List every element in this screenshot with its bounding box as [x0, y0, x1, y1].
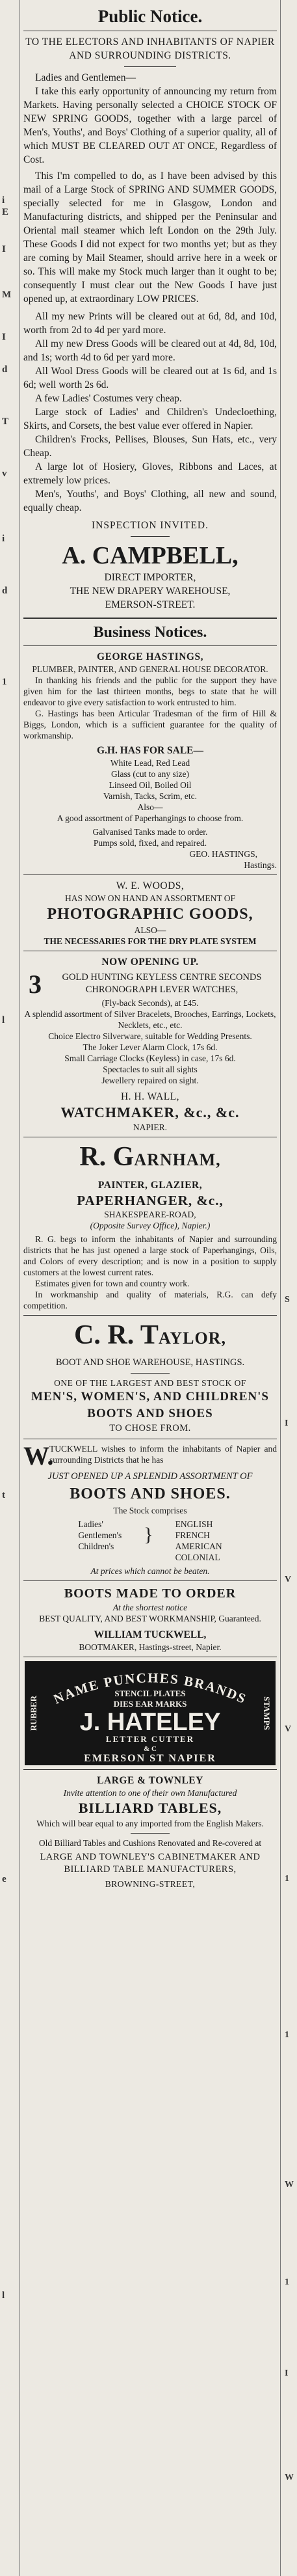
wall-trade: WATCHMAKER, &c., &c.: [60, 1104, 240, 1120]
taylor-line: MEN'S, WOMEN'S, AND CHILDREN'S BOOTS AND SHOES: [31, 1390, 269, 1420]
ad-column: [23, 0, 277, 2576]
tuckwell-ad: [23, 1443, 277, 1653]
garnham-trade: PAPERHANGER, &c.,: [77, 1193, 224, 1208]
wall-line: (Fly-back Seconds), at £45.: [101, 998, 199, 1008]
tuckwell-initial: W.: [23, 1441, 54, 1471]
margin-fragment: T: [2, 416, 9, 427]
stamp-line: STENCIL PLATES: [114, 1688, 186, 1698]
right-margin-fragments: [281, 0, 297, 2576]
margin-fragment: M: [2, 290, 12, 300]
wall-opening: NOW OPENING UP.: [101, 956, 199, 968]
stamp-side-text: STAMPS: [262, 1696, 272, 1730]
hastings-signature: Hastings.: [244, 860, 277, 870]
business-notices-heading: Business Notices.: [93, 624, 207, 641]
garnham-trade: PAINTER, GLAZIER,: [97, 1180, 203, 1191]
hastings-line: Galvanised Tanks made to order.: [92, 827, 208, 837]
wall-number: 3: [29, 969, 42, 999]
wall-line: Small Carriage Clocks (Keyless) in case, 17s 6d.: [64, 1053, 236, 1063]
taylor-line: ONE OF THE LARGEST AND BEST STOCK OF: [54, 1378, 246, 1388]
margin-fragment: v: [2, 468, 7, 479]
campbell-subline: DIRECT IMPORTER,: [104, 572, 196, 583]
divider: [23, 645, 277, 646]
divider: [23, 617, 277, 619]
garnham-rest: ARNHAM,: [134, 1150, 221, 1169]
tuckwell-left-item: Ladies': [78, 1519, 103, 1529]
hastings-paragraph: In thanking his friends and the public for the support they have given him for the last thirteen months, begs to state that he will endeavor to give every satisfaction to work entrusted to him.: [23, 675, 277, 707]
stamp-side-text: RUBBER: [29, 1695, 38, 1731]
wall-ad: [23, 955, 277, 1133]
public-notice-heading: Public Notice.: [97, 7, 203, 26]
notice-line: All my new Dress Goods will be cleared out at 4d, 8d, 10d, and 1s; worth 4d to 6d per yard more.: [23, 338, 277, 363]
notice-paragraph: This I'm compelled to do, as I have been advised by this mail of a Large Stock of SPRING AND SUMMER GOODS, specially selected for me in Glasgow, London and Manufacturing districts, and shipped per the Peninsular and Oriental mail steamer which left London on the 29th July. These Goods I did not expect for two months yet; but as they are coming by Mail Steamer, should arrive here in a week or so. This will make my Stock much larger than it ought to be; consequently I must clear out the New Goods I have just opened up, at extraordinary LOW PRICES.: [23, 170, 277, 305]
garnham-initial: R. G: [79, 1142, 135, 1172]
garnham-opposite: (Opposite Survey Office), Napier.): [90, 1221, 211, 1230]
wall-watches: [23, 971, 277, 997]
notice-salutation: Ladies and Gentlemen—: [35, 72, 136, 83]
woods-line: HAS NOW ON HAND AN ASSORTMENT OF: [65, 893, 235, 903]
campbell-notice: [23, 35, 277, 612]
short-divider: [131, 1833, 170, 1834]
stamp-line: LETTER CUTTER: [105, 1734, 195, 1744]
stamp-arc-textpath: NAME PUNCHES BRANDS: [51, 1670, 250, 1707]
townley-line: Old Billiard Tables and Cushions Renovated and Re-covered at: [38, 1838, 262, 1848]
woods-line: THE NECESSARIES FOR THE DRY PLATE SYSTEM: [44, 936, 257, 946]
margin-fragment: V: [285, 1575, 292, 1584]
margin-fragment: e: [2, 1874, 6, 1884]
tuckwell-right-item: AMERICAN: [175, 1541, 222, 1551]
taylor-title: [23, 1320, 277, 1357]
margin-fragment: 1: [285, 1874, 289, 1884]
margin-fragment: 1: [2, 677, 7, 687]
hastings-name: GEORGE HASTINGS,: [97, 651, 203, 662]
hateley-ad: [23, 1661, 277, 1765]
hastings-item: Linseed Oil, Boiled Oil: [109, 780, 192, 790]
garnham-paragraph: Estimates given for town and country work.: [35, 1279, 190, 1288]
townley-ad: [23, 1774, 277, 1890]
wall-line: Choice Electro Silverware, suitable for Wedding Presents.: [48, 1031, 252, 1041]
notice-line: Children's Frocks, Pellises, Blouses, Sun Hats, etc., very Cheap.: [23, 434, 277, 459]
notice-line: All my new Prints will be cleared out at 6d, 8d, and 10d, worth from 2d to 4d per yard more.: [23, 311, 277, 336]
hastings-signature: GEO. HASTINGS,: [189, 849, 257, 859]
tuckwell-left-item: Children's: [78, 1541, 114, 1551]
tuckwell-line: JUST OPENED UP A SPLENDID ASSORTMENT OF: [47, 1471, 253, 1482]
margin-fragment: l: [2, 2290, 5, 2301]
townley-line: Which will bear equal to any imported from the English Makers.: [36, 1819, 264, 1828]
notice-line: A large lot of Hosiery, Gloves, Ribbons and Laces, at extremely low prices.: [23, 461, 277, 486]
townley-line: LARGE AND TOWNLEY'S CABINETMAKER AND BILLIARD TABLE MANUFACTURERS,: [40, 1852, 261, 1875]
stamp-line: & C: [144, 1745, 157, 1753]
campbell-subline: THE NEW DRAPERY WAREHOUSE,: [70, 586, 231, 597]
wall-town: NAPIER.: [133, 1122, 168, 1132]
margin-fragment: W: [285, 2473, 294, 2482]
margin-fragment: i: [2, 534, 5, 544]
tuckwell-left-column: [78, 1519, 122, 1563]
campbell-name: A. CAMPBELL,: [62, 542, 239, 569]
taylor-initial: C. R. T: [74, 1320, 159, 1350]
inspection-invited: INSPECTION INVITED.: [91, 520, 209, 531]
short-divider: [124, 66, 176, 67]
hastings-item: White Lead, Red Lead: [110, 758, 190, 768]
hastings-paragraph: G. Hastings has been Articular Tradesman of the firm of Hill & Biggs, London, which is a sufficient guarantee for the quality of workmanship.: [23, 709, 277, 740]
margin-fragment: d: [2, 364, 8, 375]
taylor-ad: [23, 1320, 277, 1435]
notice-paragraph: I take this early opportunity of announcing my return from Markets. Having personally selected a CHOICE STOCK OF NEW SPRING GOODS, together with a large parcel of Men's, Youths', and Boys' Clothing of a superior quality, all of which MUST BE CLEARED OUT AT ONCE, Regardless of Cost.: [23, 86, 277, 165]
margin-fragment: E: [2, 207, 9, 217]
margin-fragment: l: [2, 1015, 5, 1025]
margin-fragment: I: [285, 2368, 289, 2378]
hastings-item: Also—: [137, 802, 163, 812]
notice-line: Large stock of Ladies' and Children's Undecloething, Skirts, and Corsets, the best value ever offered in Napier.: [23, 407, 277, 431]
margin-fragment: W: [285, 2180, 294, 2190]
taylor-trade: BOOT AND SHOE WAREHOUSE, HASTINGS.: [55, 1357, 245, 1368]
hastings-sale-heading: G.H. HAS FOR SALE—: [96, 745, 204, 756]
garnham-title: [23, 1141, 277, 1178]
tuckwell-stock: The Stock comprises: [113, 1506, 187, 1515]
short-divider: [131, 1373, 170, 1374]
hastings-item: Glass (cut to any size): [111, 769, 189, 779]
tuckwell-headline: BOOTS AND SHOES.: [70, 1485, 231, 1502]
garnham-paragraph: R. G. begs to inform the inhabitants of Napier and surrounding districts that he has just opened a large stock of Paperhangings, Oils, and Colors of every description; and is now in a position to supply customers at the lowest current rates.: [23, 1234, 277, 1277]
tuckwell-intro-row: [23, 1443, 277, 1469]
margin-fragment: 1: [285, 2277, 289, 2287]
hateley-stamp-illustration: [25, 1661, 276, 1765]
woods-line: ALSO—: [134, 925, 166, 935]
margin-fragment: t: [2, 1490, 5, 1500]
margin-fragment: 1: [285, 2030, 289, 2040]
margin-fragment: d: [2, 586, 8, 596]
tuckwell-stock-table: [23, 1519, 277, 1563]
garnham-ad: [23, 1141, 277, 1311]
hastings-trade: PLUMBER, PAINTER, AND GENERAL HOUSE DECORATOR.: [32, 664, 268, 674]
campbell-subline: EMERSON-STREET.: [105, 599, 196, 610]
tuckwell-address: BOOTMAKER, Hastings-street, Napier.: [79, 1642, 222, 1652]
taylor-rest: AYLOR,: [158, 1329, 226, 1348]
stamp-address: EMERSON ST NAPIER: [84, 1753, 216, 1764]
divider: [23, 1769, 277, 1770]
tuckwell-order: BOOTS MADE TO ORDER: [64, 1586, 237, 1601]
hastings-line: Pumps sold, fixed, and repaired.: [93, 838, 207, 848]
tuckwell-name: WILLIAM TUCKWELL,: [94, 1629, 207, 1640]
hastings-ad: [23, 650, 277, 871]
margin-fragment: V: [285, 1724, 292, 1734]
column-rule: [19, 0, 20, 2576]
tuckwell-intro: TUCKWELL wishes to inform the inhabitants of Napier and surrounding Districts that he has: [49, 1444, 277, 1465]
margin-fragment: I: [285, 1418, 289, 1428]
garnham-paragraph: In workmanship and quality of materials, R.G. can defy competition.: [23, 1290, 277, 1310]
margin-fragment: S: [285, 1295, 290, 1305]
margin-fragment: I: [2, 244, 6, 254]
woods-name: W. E. WOODS,: [116, 880, 185, 891]
wall-line: Jewellery repaired on sight.: [101, 1076, 199, 1085]
garnham-address: SHAKESPEARE-ROAD,: [104, 1210, 196, 1219]
wall-line: Spectacles to suit all sights: [103, 1064, 198, 1074]
tuckwell-right-item: COLONIAL: [175, 1552, 220, 1562]
tuckwell-notice: At the shortest notice: [112, 1603, 188, 1612]
townley-line: BROWNING-STREET,: [105, 1879, 196, 1889]
townley-headline: BILLIARD TABLES,: [78, 1800, 222, 1816]
notice-line: A few Ladies' Costumes very cheap.: [35, 393, 182, 404]
divider: [23, 1580, 277, 1581]
divider: [23, 1315, 277, 1316]
margin-fragment: i: [2, 195, 5, 206]
tuckwell-right-item: FRENCH: [175, 1530, 210, 1540]
stamp-name: J. HATELEY: [79, 1709, 221, 1736]
brace-glyph: }: [144, 1524, 153, 1545]
notice-line: Men's, Youths', and Boys' Clothing, all new and sound, equally cheap.: [23, 489, 277, 513]
wall-line: The Joker Lever Alarm Clock, 17s 6d.: [83, 1042, 218, 1052]
hastings-item: Varnish, Tacks, Scrim, etc.: [103, 791, 197, 801]
tuckwell-prices: At prices which cannot be beaten.: [90, 1566, 210, 1576]
woods-headline: PHOTOGRAPHIC GOODS,: [47, 906, 253, 923]
tuckwell-quality: BEST QUALITY, AND BEST WORKMANSHIP, Guaranteed.: [39, 1614, 261, 1623]
stamp-line: DIES EAR MARKS: [113, 1699, 187, 1709]
tuckwell-left-item: Gentlemen's: [78, 1530, 122, 1540]
notice-line: All Wool Dress Goods will be cleared out at 1s 6d, and 1s 6d; well worth 2s 6d.: [23, 366, 277, 390]
tuckwell-right-item: ENGLISH: [175, 1519, 213, 1529]
townley-intro: Invite attention to one of their own Manufactured: [63, 1788, 237, 1798]
short-divider: [131, 536, 170, 537]
left-margin-fragments: [0, 0, 19, 2576]
townley-name: LARGE & TOWNLEY: [97, 1775, 203, 1786]
notice-address: TO THE ELECTORS AND INHABITANTS OF NAPIER AND SURROUNDING DISTRICTS.: [25, 36, 275, 61]
tuckwell-right-column: [175, 1519, 222, 1563]
margin-fragment: I: [2, 332, 6, 342]
taylor-line: TO CHOSE FROM.: [109, 1423, 191, 1433]
divider: [23, 874, 277, 875]
hastings-item: A good assortment of Paperhangings to choose from.: [57, 813, 244, 823]
wall-watches-text: GOLD HUNTING KEYLESS CENTRE SECONDS CHRONOGRAPH LEVER WATCHES,: [62, 972, 262, 995]
wall-line: A splendid assortment of Silver Bracelets, Brooches, Earrings, Lockets, Necklets, etc., etc.: [24, 1009, 276, 1030]
wall-name: H. H. WALL,: [120, 1091, 180, 1102]
woods-ad: [23, 879, 277, 947]
